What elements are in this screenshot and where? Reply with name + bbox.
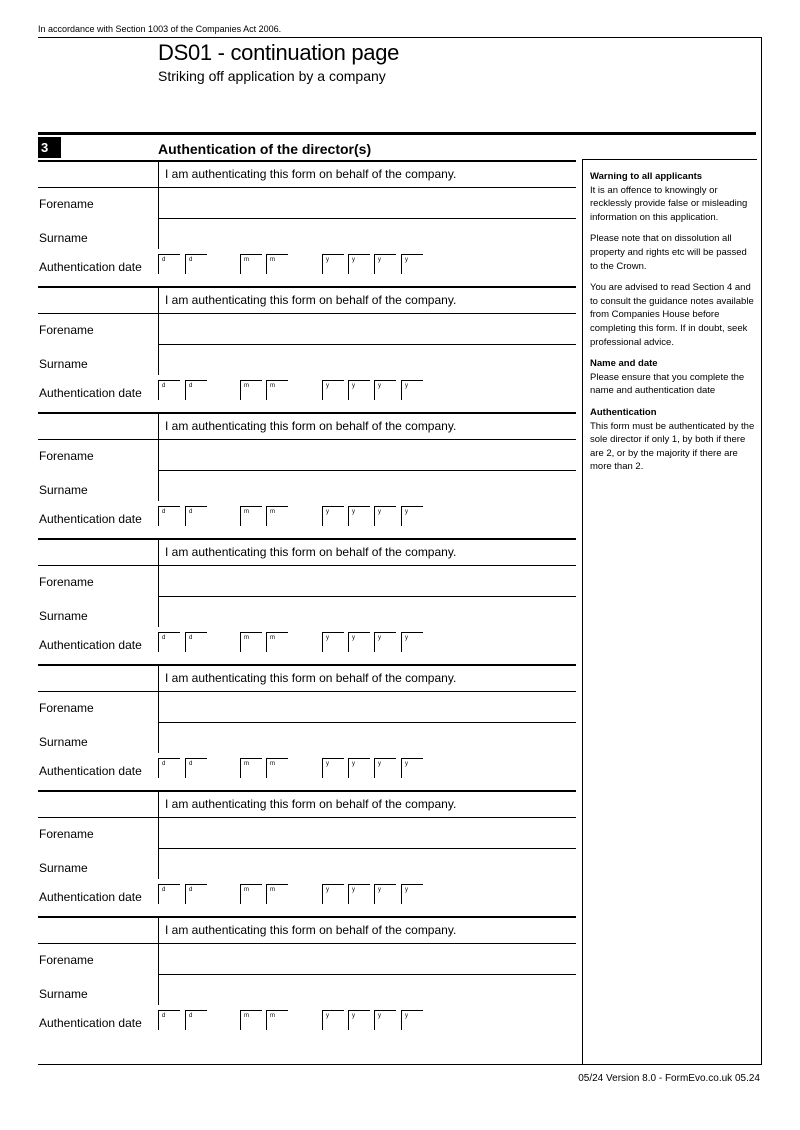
surname-field[interactable] xyxy=(158,974,576,975)
date-cell[interactable]: m xyxy=(240,758,262,778)
date-cell[interactable]: y xyxy=(348,380,370,400)
authenticating-statement: I am authenticating this form on behalf of the company. xyxy=(165,167,457,181)
legal-notice: In accordance with Section 1003 of the Companies Act 2006. xyxy=(38,24,282,34)
date-cell[interactable]: y xyxy=(401,1010,423,1030)
date-cell[interactable]: y xyxy=(348,758,370,778)
date-cell[interactable]: y xyxy=(401,632,423,652)
director-block xyxy=(38,538,576,662)
block-top-rule xyxy=(38,160,576,162)
surname-field[interactable] xyxy=(158,848,576,849)
date-cell[interactable]: d xyxy=(158,632,180,652)
block-top-rule xyxy=(38,916,576,918)
date-cell[interactable]: d xyxy=(185,380,207,400)
guidance-sidebar xyxy=(582,159,757,1064)
surname-field[interactable] xyxy=(158,722,576,723)
date-cell[interactable]: y xyxy=(374,254,396,274)
date-cell[interactable]: m xyxy=(240,1010,262,1030)
date-cell[interactable]: m xyxy=(240,884,262,904)
authenticating-rule xyxy=(38,817,158,818)
authentication-date-label: Authentication date xyxy=(39,890,142,904)
field-divider xyxy=(158,664,159,753)
date-cell[interactable]: d xyxy=(158,758,180,778)
forename-field[interactable] xyxy=(158,565,576,566)
date-cell[interactable]: y xyxy=(322,758,344,778)
director-block xyxy=(38,160,576,284)
forename-label: Forename xyxy=(39,575,94,589)
director-block xyxy=(38,286,576,410)
date-cell[interactable]: d xyxy=(158,884,180,904)
footer-version: 05/24 Version 8.0 - FormEvo.co.uk 05.24 xyxy=(578,1073,760,1084)
surname-label: Surname xyxy=(39,609,88,623)
date-cell[interactable]: y xyxy=(401,254,423,274)
authenticating-statement: I am authenticating this form on behalf of the company. xyxy=(165,545,457,559)
authenticating-statement: I am authenticating this form on behalf of the company. xyxy=(165,923,457,937)
date-cell[interactable]: d xyxy=(185,254,207,274)
dissolution-note: Please note that on dissolution all property and rights etc will be passed to the Crown. xyxy=(590,233,747,272)
guidance-text xyxy=(590,170,755,482)
surname-label: Surname xyxy=(39,231,88,245)
warning-heading: Warning to all applicants xyxy=(590,171,703,182)
date-cell[interactable]: y xyxy=(401,758,423,778)
date-cell[interactable]: y xyxy=(322,1010,344,1030)
date-cell[interactable]: y xyxy=(348,632,370,652)
date-cell[interactable]: y xyxy=(348,1010,370,1030)
field-divider xyxy=(158,538,159,627)
footer-rule xyxy=(38,1064,762,1065)
forename-field[interactable] xyxy=(158,817,576,818)
authentication-heading: Authentication xyxy=(590,406,657,418)
date-cell[interactable]: y xyxy=(322,632,344,652)
authenticating-rule xyxy=(38,691,158,692)
date-cell[interactable]: d xyxy=(185,506,207,526)
field-divider xyxy=(158,790,159,879)
forename-field[interactable] xyxy=(158,187,576,188)
surname-field[interactable] xyxy=(158,344,576,345)
director-block xyxy=(38,790,576,914)
authentication-date-label: Authentication date xyxy=(39,260,142,274)
date-cell[interactable]: y xyxy=(322,254,344,274)
advice-note: You are advised to read Section 4 and to consult the guidance notes available from Companies House before completing this form. If in doubt, seek professional advice. xyxy=(590,282,754,348)
date-cell[interactable]: y xyxy=(374,758,396,778)
forename-field[interactable] xyxy=(158,691,576,692)
authenticating-statement: I am authenticating this form on behalf of the company. xyxy=(165,671,457,685)
authentication-date-label: Authentication date xyxy=(39,1016,142,1030)
date-cell[interactable]: y xyxy=(322,380,344,400)
section-title: Authentication of the director(s) xyxy=(158,141,372,157)
authenticating-rule xyxy=(38,439,158,440)
authenticating-rule xyxy=(38,313,158,314)
block-top-rule xyxy=(38,790,576,792)
authenticating-statement: I am authenticating this form on behalf of the company. xyxy=(165,797,457,811)
form-title: DS01 - continuation page xyxy=(158,40,400,65)
date-cell[interactable]: m xyxy=(240,254,262,274)
date-cell[interactable]: y xyxy=(322,506,344,526)
section-number-badge: 3 xyxy=(38,137,61,158)
date-cell[interactable]: y xyxy=(401,506,423,526)
forename-label: Forename xyxy=(39,827,94,841)
date-cell[interactable]: d xyxy=(158,506,180,526)
surname-label: Surname xyxy=(39,357,88,371)
authentication-text: This form must be authenticated by the sole director if only 1, by both if there are 2, or by the majority if there are more than 2. xyxy=(590,420,755,473)
surname-label: Surname xyxy=(39,483,88,497)
date-cell[interactable]: m xyxy=(266,632,288,652)
field-divider xyxy=(158,916,159,1005)
date-cell[interactable]: y xyxy=(401,380,423,400)
surname-field[interactable] xyxy=(158,470,576,471)
forename-label: Forename xyxy=(39,701,94,715)
date-cell[interactable]: y xyxy=(374,1010,396,1030)
date-cell[interactable]: y xyxy=(374,884,396,904)
authenticating-statement: I am authenticating this form on behalf of the company. xyxy=(165,293,457,307)
authentication-date-label: Authentication date xyxy=(39,764,142,778)
forename-label: Forename xyxy=(39,197,94,211)
date-cell[interactable]: m xyxy=(266,884,288,904)
date-cell[interactable]: y xyxy=(401,884,423,904)
date-cell[interactable]: y xyxy=(374,632,396,652)
authentication-date-label: Authentication date xyxy=(39,386,142,400)
date-cell[interactable]: d xyxy=(185,758,207,778)
date-cell[interactable]: d xyxy=(158,380,180,400)
date-cell[interactable]: y xyxy=(348,254,370,274)
director-block xyxy=(38,664,576,788)
date-cell[interactable]: m xyxy=(266,758,288,778)
form-subtitle: Striking off application by a company xyxy=(158,68,386,84)
date-cell[interactable]: y xyxy=(374,380,396,400)
surname-label: Surname xyxy=(39,861,88,875)
date-cell[interactable]: m xyxy=(240,506,262,526)
date-cell[interactable]: d xyxy=(158,254,180,274)
authentication-date-label: Authentication date xyxy=(39,512,142,526)
date-cell[interactable]: m xyxy=(266,380,288,400)
block-top-rule xyxy=(38,664,576,666)
block-top-rule xyxy=(38,286,576,288)
surname-field[interactable] xyxy=(158,218,576,219)
authentication-date-label: Authentication date xyxy=(39,638,142,652)
page-frame-right xyxy=(761,37,762,1065)
forename-label: Forename xyxy=(39,953,94,967)
date-cell[interactable]: d xyxy=(158,1010,180,1030)
date-cell[interactable]: y xyxy=(348,884,370,904)
date-cell[interactable]: y xyxy=(348,506,370,526)
date-cell[interactable]: m xyxy=(266,506,288,526)
field-divider xyxy=(158,160,159,249)
section-rule xyxy=(38,132,756,135)
authenticating-rule xyxy=(38,943,158,944)
name-date-heading: Name and date xyxy=(590,358,658,370)
block-top-rule xyxy=(38,538,576,540)
page-frame-top xyxy=(38,37,762,38)
forename-field[interactable] xyxy=(158,439,576,440)
forename-field[interactable] xyxy=(158,313,576,314)
authenticating-statement: I am authenticating this form on behalf of the company. xyxy=(165,419,457,433)
surname-label: Surname xyxy=(39,735,88,749)
forename-label: Forename xyxy=(39,449,94,463)
block-top-rule xyxy=(38,412,576,414)
date-cell[interactable]: m xyxy=(266,1010,288,1030)
forename-field[interactable] xyxy=(158,943,576,944)
date-cell[interactable]: m xyxy=(240,380,262,400)
field-divider xyxy=(158,412,159,501)
director-block xyxy=(38,916,576,1040)
name-date-text: Please ensure that you complete the name and authentication date xyxy=(590,371,745,397)
date-cell[interactable]: y xyxy=(322,884,344,904)
date-cell[interactable]: m xyxy=(266,254,288,274)
field-divider xyxy=(158,286,159,375)
director-block xyxy=(38,412,576,536)
date-cell[interactable]: d xyxy=(185,632,207,652)
surname-label: Surname xyxy=(39,987,88,1001)
surname-field[interactable] xyxy=(158,596,576,597)
forename-label: Forename xyxy=(39,323,94,337)
warning-text: It is an offence to knowingly or recklessly provide false or misleading information on this application. xyxy=(590,184,748,223)
authenticating-rule xyxy=(38,565,158,566)
date-cell[interactable]: d xyxy=(185,884,207,904)
date-cell[interactable]: d xyxy=(185,1010,207,1030)
authenticating-rule xyxy=(38,187,158,188)
date-cell[interactable]: m xyxy=(240,632,262,652)
date-cell[interactable]: y xyxy=(374,506,396,526)
